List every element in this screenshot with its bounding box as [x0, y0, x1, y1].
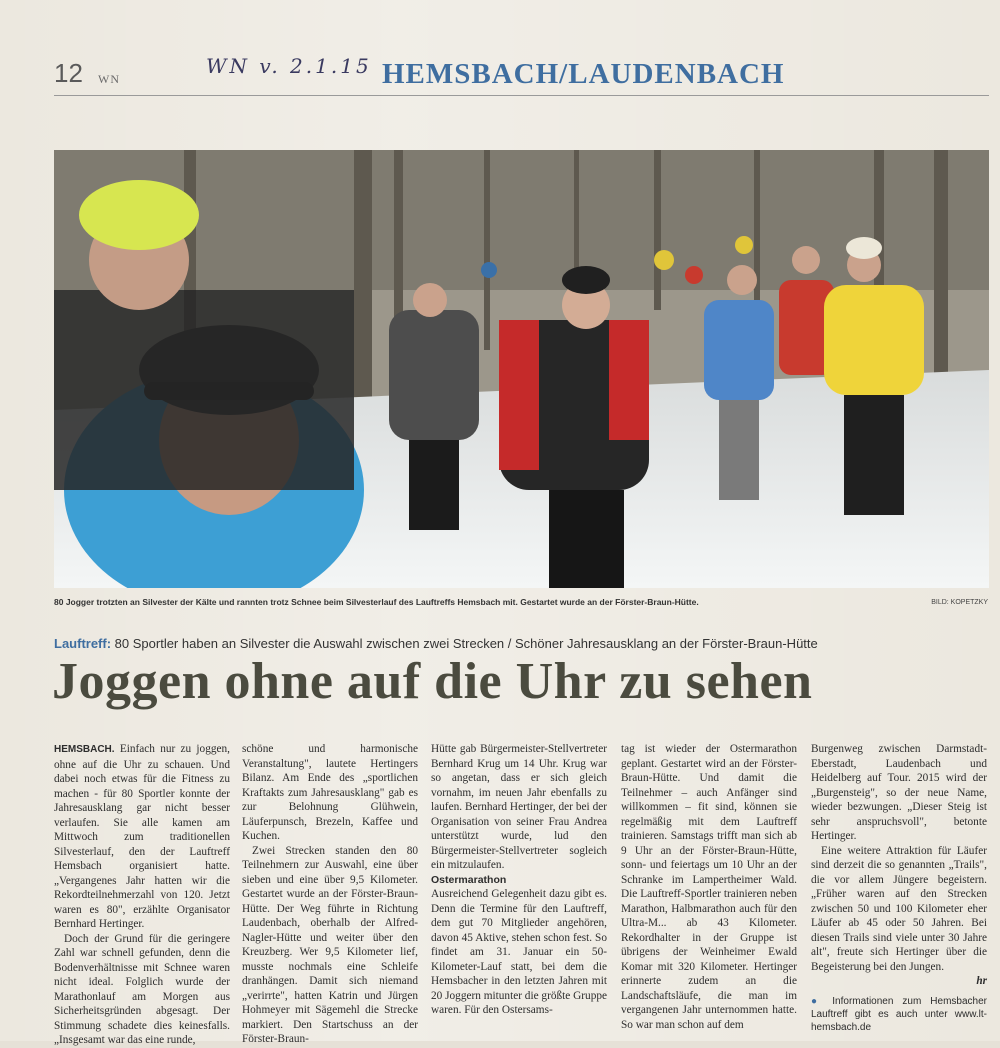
photo-credit: BILD: KOPETZKY	[931, 599, 988, 606]
section-title: HEMSBACH/LAUDENBACH	[382, 58, 785, 90]
info-bullet-icon: ●	[811, 995, 824, 1007]
article-column-1	[54, 742, 230, 1048]
joggers-in-snow-illustration	[54, 150, 989, 588]
paragraph: Zwei Strecken standen den 80 Teilnehmern zur Auswahl, eine über sieben und eine über 9,5 Kilometer. Gestartet wurde an der Förster-Braun-Hütte. Der Weg führte in Richtung Laudenbach, oberhalb der Alfred-Nagler-Hütte und weiter über den Kreuzberg. Wer 9,5 Kilometer lief, musste nochmals eine Schleife dranhängen. Damit sich niemand „verirrte", hatten Katrin und Jürgen Hohmeyer mit Sägemehl die Strecke markiert. Den Startschuss an der Förster-Braun-	[242, 844, 418, 1045]
paper-abbreviation: WN	[98, 72, 120, 86]
header-rule	[54, 95, 989, 96]
paragraph: Hütte gab Bürgermeister-Stellvertreter Bernhard Krug um 14 Uhr. Krug war so angetan, dass er sich gleich vornahm, im neuen Jahr ebenfalls zu laufen. Bernhard Hertinger, der bei der Organisation von seiner Frau Andrea unterstützt wurde, lud den Bürgermeister-Stellvertreter sogleich ein mitzulaufen.	[431, 743, 607, 871]
kicker-text: 80 Sportler haben an Silvester die Auswahl zwischen zwei Strecken / Schöner Jahresausklang an der Förster-Braun-Hütte	[114, 636, 818, 651]
handwritten-note: WN v. 2.1.15	[206, 54, 372, 78]
paragraph	[54, 742, 230, 932]
article-column-2	[242, 742, 418, 1047]
article-column-4	[621, 742, 797, 1032]
paragraph-text: Einfach nur zu joggen, ohne auf die Uhr zu schauen. Und dabei noch etwas für die Fitness zu machen - für 80 Sportler konnte der Jahresausklang gar nicht besser verlaufen. Sie alle kamen am Mittwoch zum traditionellen Silvesterlauf, den der Lauftreff Hemsbach organisiert hatte. „Vergangenes Jahr hatten wir die Rekordteilnehmerzahl von 120. Jetzt waren es 80", erzählte Organisator Bernhard Hertinger.	[54, 743, 230, 930]
info-box	[811, 995, 987, 1034]
kicker-label: Lauftreff:	[54, 636, 112, 651]
paragraph: schöne und harmonische Veranstaltung", lautete Hertingers Bilanz. Am Ende des „sportlichen Kraftakts zum Jahresausklang" gab es zur Belohnung Glühwein, Läuferpunsch, Brezeln, Kaffee und Kuchen.	[242, 743, 418, 842]
author-initials: hr	[976, 975, 987, 987]
paragraph: Doch der Grund für die geringere Zahl war schnell gefunden, denn die Bodenverhältnisse mit Schnee waren nicht ideal. Folglich wurde der Marathonlauf am Morgen aus Sicherheitsgründen abgesagt. Der Stimmung schadete dies keinesfalls. „Insgesamt war das eine runde,	[54, 932, 230, 1046]
headline: Joggen ohne auf die Uhr zu sehen	[52, 653, 813, 710]
article-photo	[54, 150, 989, 588]
info-text: Informationen zum Hemsbacher Lauftreff gibt es auch unter www.lt-hemsbach.de	[811, 995, 987, 1033]
photo-caption: 80 Jogger trotzten an Silvester der Kälte und rannten trotz Schnee beim Silvesterlauf des Lauftreffs Hemsbach mit. Gestartet wurde an der Förster-Braun-Hütte.	[54, 597, 699, 607]
paragraph: Eine weitere Attraktion für Läufer sind derzeit die so genannten „Trails", die vor allem Jüngere begeistern. „Früher waren auf den Strecken zwischen 50 und 100 Kilometer eher Läufer ab 45 oder 50 Jahren. Bei diesen Trails sind viele unter 30 Jahre alt", freute sich Hertinger über die Begeisterung bei den Jungen.	[811, 844, 987, 973]
paragraph: Ausreichend Gelegenheit dazu gibt es. Denn die Termine für den Lauftreff, dem gut 70 Mitglieder angehören, davon 45 Aktive, stehen schon fest. So findet am 31. Januar ein 50-Kilometer-Lauf statt, bei dem die Hemsbacher in den letzten Jahren mit 20 Joggern mitunter die größte Gruppe waren. Für den Ostersams-	[431, 888, 608, 1016]
subheading: Ostermarathon	[431, 873, 507, 886]
dateline: HEMSBACH.	[54, 744, 115, 755]
paragraph: tag ist wieder der Ostermarathon geplant. Gestartet wird an der Förster-Braun-Hütte. Und damit die Teilnehmer – auch Anfänger sind willkommen – fit sind, können sie regelmäßig mit dem Lauftreff trainieren. Samstags trifft man sich ab 9 Uhr an der Förster-Braun-Hütte, sonn- und feiertags um 10 Uhr an der Schranke im Lampertheimer Wald. Die Lauftreff-Sportler trainieren neben Marathon, Halbmarathon auch für den Ultra-M... ab 43 Kilometer. Rekordhalter in der Gruppe ist übrigens der Weinheimer Ewald Komar mit 320 Kilometer. Hertinger erinnerte zudem an die Landschaftsläufe, die man im vergangenen Jahr unternommen hatte. So war man schon auf dem	[621, 743, 797, 1031]
article-column-3	[431, 742, 607, 1018]
page-number: 12	[54, 58, 83, 88]
article-kicker	[54, 636, 989, 651]
article-column-5	[811, 742, 987, 1034]
paragraph: Burgenweg zwischen Darmstadt-Eberstadt, Laudenbach und Heidelberg auf Tour. 2015 wird der „Burgensteig", so der neue Name, wieder bezwungen. „Dieser Steig ist sehr anspruchsvoll", betonte Hertinger.	[811, 743, 987, 842]
